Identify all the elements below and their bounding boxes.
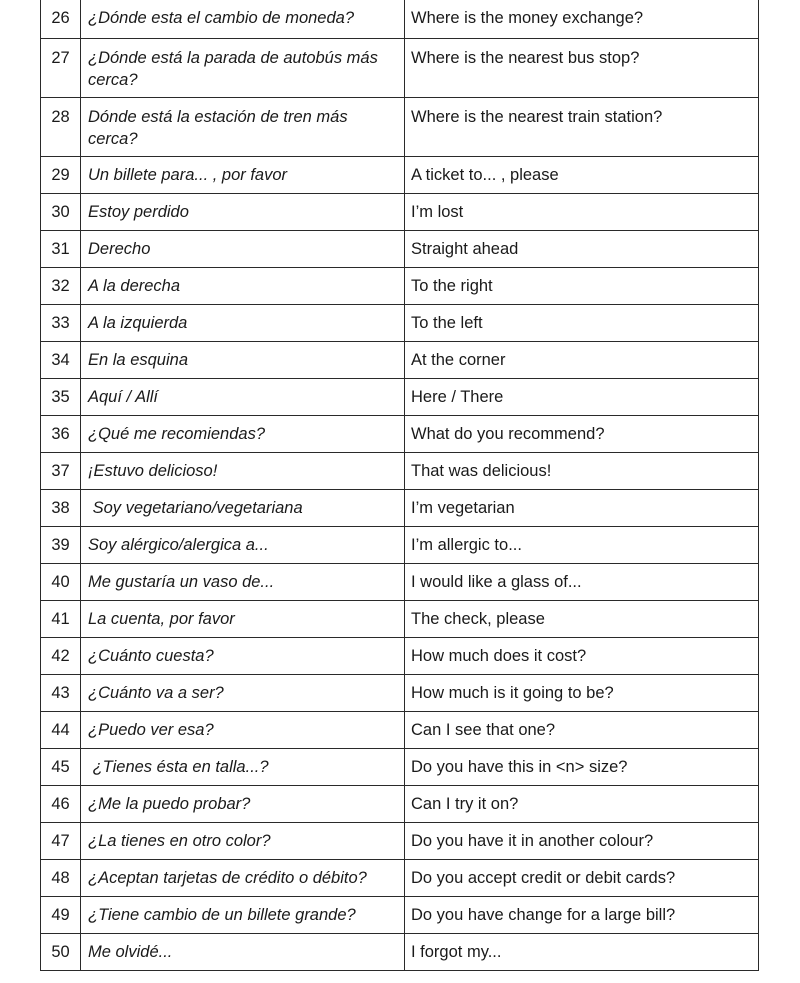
english-translation: I’m lost xyxy=(405,193,759,230)
row-number: 32 xyxy=(41,267,81,304)
spanish-phrase: Soy vegetariano/vegetariana xyxy=(81,489,405,526)
table-row xyxy=(41,563,759,600)
table-row xyxy=(41,785,759,822)
english-translation: I’m vegetarian xyxy=(405,489,759,526)
row-number: 42 xyxy=(41,637,81,674)
english-translation: That was delicious! xyxy=(405,452,759,489)
english-translation: To the right xyxy=(405,267,759,304)
english-translation: Do you have change for a large bill? xyxy=(405,896,759,933)
spanish-phrase: A la derecha xyxy=(81,267,405,304)
table-row xyxy=(41,378,759,415)
row-number: 38 xyxy=(41,489,81,526)
spanish-phrase: ¿Me la puedo probar? xyxy=(81,785,405,822)
row-number: 35 xyxy=(41,378,81,415)
table-row xyxy=(41,0,759,38)
row-number: 50 xyxy=(41,933,81,970)
table-row xyxy=(41,230,759,267)
table-row xyxy=(41,748,759,785)
spanish-phrase: Aquí / Allí xyxy=(81,378,405,415)
table-row xyxy=(41,637,759,674)
table-row xyxy=(41,304,759,341)
row-number: 33 xyxy=(41,304,81,341)
row-number: 28 xyxy=(41,97,81,156)
row-number: 36 xyxy=(41,415,81,452)
english-translation: To the left xyxy=(405,304,759,341)
table-row xyxy=(41,452,759,489)
spanish-phrase: ¿Dónde esta el cambio de moneda? xyxy=(81,0,405,38)
row-number: 44 xyxy=(41,711,81,748)
spanish-phrase: ¿Aceptan tarjetas de crédito o débito? xyxy=(81,859,405,896)
table-row xyxy=(41,933,759,970)
spanish-phrase: Estoy perdido xyxy=(81,193,405,230)
spanish-phrase: ¿Cuánto cuesta? xyxy=(81,637,405,674)
row-number: 49 xyxy=(41,896,81,933)
english-translation: Where is the money exchange? xyxy=(405,0,759,38)
row-number: 30 xyxy=(41,193,81,230)
table-row xyxy=(41,859,759,896)
english-translation: A ticket to... , please xyxy=(405,156,759,193)
english-translation: Straight ahead xyxy=(405,230,759,267)
english-translation: I forgot my... xyxy=(405,933,759,970)
table-row xyxy=(41,38,759,97)
spanish-phrase: En la esquina xyxy=(81,341,405,378)
row-number: 46 xyxy=(41,785,81,822)
phrase-table-body xyxy=(41,0,759,970)
phrase-table xyxy=(40,0,759,971)
spanish-phrase: La cuenta, por favor xyxy=(81,600,405,637)
english-translation: At the corner xyxy=(405,341,759,378)
english-translation: How much is it going to be? xyxy=(405,674,759,711)
english-translation: Do you have this in <n> size? xyxy=(405,748,759,785)
spanish-phrase: ¿Tienes ésta en talla...? xyxy=(81,748,405,785)
spanish-phrase: ¿La tienes en otro color? xyxy=(81,822,405,859)
table-row xyxy=(41,896,759,933)
table-row xyxy=(41,193,759,230)
english-translation: What do you recommend? xyxy=(405,415,759,452)
table-row xyxy=(41,156,759,193)
spanish-phrase: Un billete para... , por favor xyxy=(81,156,405,193)
spanish-phrase: Me gustaría un vaso de... xyxy=(81,563,405,600)
spanish-phrase: Soy alérgico/alergica a... xyxy=(81,526,405,563)
english-translation: Where is the nearest bus stop? xyxy=(405,38,759,97)
row-number: 48 xyxy=(41,859,81,896)
english-translation: Can I see that one? xyxy=(405,711,759,748)
row-number: 43 xyxy=(41,674,81,711)
table-row xyxy=(41,526,759,563)
english-translation: I’m allergic to... xyxy=(405,526,759,563)
row-number: 41 xyxy=(41,600,81,637)
spanish-phrase: ¡Estuvo delicioso! xyxy=(81,452,405,489)
table-row xyxy=(41,97,759,156)
table-row xyxy=(41,600,759,637)
english-translation: Where is the nearest train station? xyxy=(405,97,759,156)
spanish-phrase: ¿Dónde está la parada de autobús más cerca? xyxy=(81,38,405,97)
row-number: 40 xyxy=(41,563,81,600)
table-row xyxy=(41,674,759,711)
spanish-phrase: ¿Tiene cambio de un billete grande? xyxy=(81,896,405,933)
table-row xyxy=(41,267,759,304)
english-translation: The check, please xyxy=(405,600,759,637)
english-translation: How much does it cost? xyxy=(405,637,759,674)
spanish-phrase: Derecho xyxy=(81,230,405,267)
spanish-phrase: ¿Cuánto va a ser? xyxy=(81,674,405,711)
table-row xyxy=(41,489,759,526)
english-translation: Do you accept credit or debit cards? xyxy=(405,859,759,896)
row-number: 45 xyxy=(41,748,81,785)
row-number: 27 xyxy=(41,38,81,97)
row-number: 47 xyxy=(41,822,81,859)
row-number: 31 xyxy=(41,230,81,267)
spanish-phrase: A la izquierda xyxy=(81,304,405,341)
table-row xyxy=(41,415,759,452)
row-number: 34 xyxy=(41,341,81,378)
spanish-phrase: ¿Puedo ver esa? xyxy=(81,711,405,748)
row-number: 39 xyxy=(41,526,81,563)
english-translation: I would like a glass of... xyxy=(405,563,759,600)
spanish-phrase: Dónde está la estación de tren más cerca? xyxy=(81,97,405,156)
spanish-phrase: Me olvidé... xyxy=(81,933,405,970)
row-number: 29 xyxy=(41,156,81,193)
table-row xyxy=(41,341,759,378)
spanish-phrase: ¿Qué me recomiendas? xyxy=(81,415,405,452)
english-translation: Here / There xyxy=(405,378,759,415)
english-translation: Do you have it in another colour? xyxy=(405,822,759,859)
row-number: 26 xyxy=(41,0,81,38)
row-number: 37 xyxy=(41,452,81,489)
english-translation: Can I try it on? xyxy=(405,785,759,822)
table-row xyxy=(41,822,759,859)
table-row xyxy=(41,711,759,748)
